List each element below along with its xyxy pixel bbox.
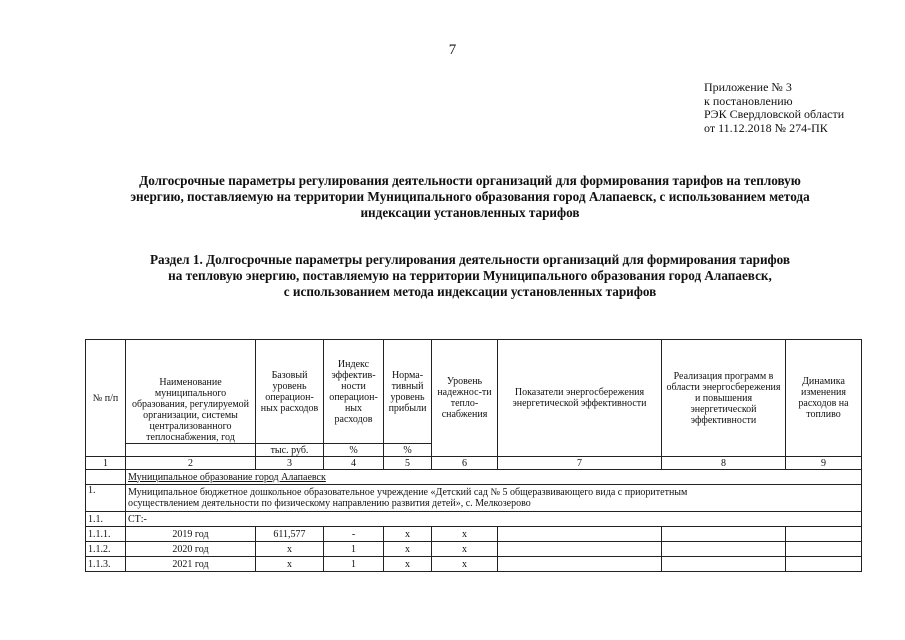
col-number: 7 bbox=[498, 457, 662, 470]
unit-base: тыс. руб. bbox=[256, 444, 324, 457]
col-number: 1 bbox=[86, 457, 126, 470]
col-number: 4 bbox=[324, 457, 384, 470]
appendix-line: от 11.12.2018 № 274-ПК bbox=[704, 120, 828, 135]
unit-index: % bbox=[324, 444, 384, 457]
unit-cell-empty bbox=[126, 444, 256, 457]
row-norm: х bbox=[384, 527, 432, 542]
row-base: х bbox=[256, 542, 324, 557]
section-line: на тепловую энергию, поставляемую на территории Муниципального образования город Алапаевск, bbox=[168, 268, 772, 283]
section-line: Раздел 1. Долгосрочные параметры регулирования деятельности организаций для формирования тарифов bbox=[149, 252, 791, 267]
row-norm: х bbox=[384, 542, 432, 557]
section-line: с использованием метода индексации установленных тарифов bbox=[283, 284, 657, 299]
row-norm: х bbox=[384, 557, 432, 572]
header-reliability: Уровень надежнос-ти тепло-снабжения bbox=[432, 340, 498, 457]
municipality-name: Муниципальное образование город Алапаевск bbox=[126, 470, 862, 485]
system-name: СТ:- bbox=[126, 512, 862, 527]
org-name-line: осуществлением деятельности по физическому направлению развития детей», с. Мелкозерово bbox=[128, 498, 531, 509]
header-normative-profit: Норма-тивный уровень прибыли bbox=[384, 340, 432, 444]
row-year: 2019 год bbox=[126, 527, 256, 542]
row-num: 1.1.1. bbox=[86, 527, 126, 542]
header-name: Наименование муниципального образования, регулируемой организации, системы централизованного теплоснабжения, год bbox=[126, 340, 256, 444]
col-number: 8 bbox=[662, 457, 786, 470]
col-number: 5 bbox=[384, 457, 432, 470]
row-base: х bbox=[256, 557, 324, 572]
title-line: энергию, поставляемую на территории Муниципального образования город Алапаевск, с использованием метода bbox=[130, 189, 810, 204]
row-num: 1.1.2. bbox=[86, 542, 126, 557]
section-title bbox=[60, 252, 880, 300]
row-index: 1 bbox=[324, 557, 384, 572]
row-reliability: х bbox=[432, 557, 498, 572]
row-energy bbox=[498, 557, 662, 572]
header-base-expenses: Базовый уровень операцион-ных расходов bbox=[256, 340, 324, 444]
unit-norm: % bbox=[384, 444, 432, 457]
parameters-table bbox=[85, 339, 862, 572]
col-number: 3 bbox=[256, 457, 324, 470]
appendix-line: к постановлению bbox=[704, 93, 793, 108]
row-fuel bbox=[786, 527, 862, 542]
table-row bbox=[86, 542, 862, 557]
row-reliability: х bbox=[432, 542, 498, 557]
table-row bbox=[86, 527, 862, 542]
header-energy-saving: Показатели энергосбережения энергетической эффективности bbox=[498, 340, 662, 457]
title-line: индексации установленных тарифов bbox=[360, 205, 580, 220]
col-number: 9 bbox=[786, 457, 862, 470]
table-row bbox=[86, 557, 862, 572]
appendix-line: РЭК Свердловской области bbox=[704, 107, 845, 121]
row-fuel bbox=[786, 542, 862, 557]
row-reliability: х bbox=[432, 527, 498, 542]
col-number: 6 bbox=[432, 457, 498, 470]
row-fuel bbox=[786, 557, 862, 572]
system-num: 1.1. bbox=[86, 512, 126, 527]
row-year: 2021 год bbox=[126, 557, 256, 572]
row-base: 611,577 bbox=[256, 527, 324, 542]
row-program bbox=[662, 542, 786, 557]
page-number: 7 bbox=[448, 42, 457, 58]
appendix-line: Приложение № 3 bbox=[704, 80, 792, 94]
title-line: Долгосрочные параметры регулирования деятельности организаций для формирования тарифов на тепловую bbox=[139, 173, 801, 188]
row-num: 1.1.3. bbox=[86, 557, 126, 572]
header-efficiency-index: Индекс эффектив-ности операцион-ных расходов bbox=[324, 340, 384, 444]
org-num: 1. bbox=[86, 485, 126, 512]
row-index: - bbox=[324, 527, 384, 542]
document-title bbox=[60, 173, 880, 221]
row-year: 2020 год bbox=[126, 542, 256, 557]
row-program bbox=[662, 557, 786, 572]
header-programs: Реализация программ в области энергосбережения и повышения энергетической эффективности bbox=[662, 340, 786, 457]
row-energy bbox=[498, 527, 662, 542]
row-energy bbox=[498, 542, 662, 557]
municipality-num-cell bbox=[86, 470, 126, 485]
org-name bbox=[126, 485, 862, 512]
appendix-block bbox=[704, 81, 844, 135]
row-program bbox=[662, 527, 786, 542]
row-index: 1 bbox=[324, 542, 384, 557]
org-name-line: Муниципальное бюджетное дошкольное образовательное учреждение «Детский сад № 5 общеразвивающего вида с приоритетным bbox=[128, 487, 688, 498]
col-number: 2 bbox=[126, 457, 256, 470]
header-num: № п/п bbox=[86, 340, 126, 457]
header-fuel-dynamics: Динамика изменения расходов на топливо bbox=[786, 340, 862, 457]
